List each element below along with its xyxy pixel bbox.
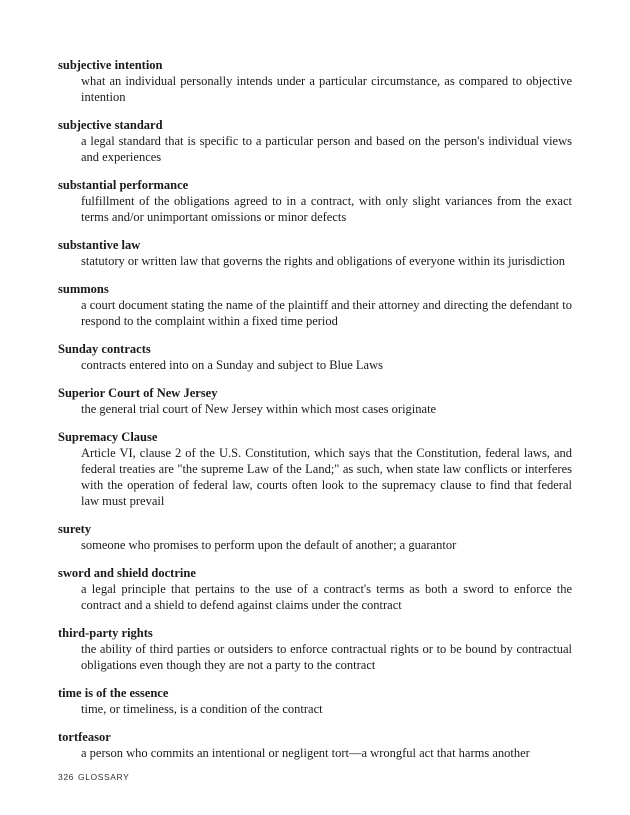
glossary-term: substantial performance <box>58 178 189 192</box>
glossary-entry <box>58 625 572 673</box>
glossary-definition: the ability of third parties or outsiders to enforce contractual rights or to be bound by contractual obligations even though they are not a party to the contract <box>81 642 572 672</box>
section-title: GLOSSARY <box>77 772 130 782</box>
glossary-term: summons <box>58 282 109 296</box>
glossary-term: subjective intention <box>58 58 163 72</box>
glossary-definition: a person who commits an intentional or negligent tort—a wrongful act that harms another <box>81 746 530 760</box>
glossary-definition: Article VI, clause 2 of the U.S. Constitution, which says that the Constitution, federal laws, and federal treaties are "the supreme Law of the Land;" as such, when state law conflicts or interferes with the operation of federal law, courts often look to the supremacy clause to find that federal law must prevail <box>81 446 572 508</box>
glossary-entry <box>58 341 572 373</box>
glossary-term: third-party rights <box>58 626 153 640</box>
glossary-definition: the general trial court of New Jersey within which most cases originate <box>81 402 437 416</box>
glossary-term: Sunday contracts <box>58 342 151 356</box>
glossary-entry <box>58 117 572 165</box>
glossary-definition: what an individual personally intends under a particular circumstance, as compared to objective intention <box>81 74 572 104</box>
glossary-term: Supremacy Clause <box>58 430 158 444</box>
glossary-definition: someone who promises to perform upon the default of another; a guarantor <box>81 538 457 552</box>
glossary-entry <box>58 685 572 717</box>
glossary-definition: statutory or written law that governs the rights and obligations of everyone within its jurisdiction <box>81 254 565 268</box>
glossary-term: substantive law <box>58 238 141 252</box>
glossary-definition: time, or timeliness, is a condition of the contract <box>81 702 323 716</box>
glossary-entry <box>58 729 572 761</box>
glossary-definition: fulfillment of the obligations agreed to in a contract, with only slight variances from the exact terms and/or unimportant omissions or minor defects <box>81 194 572 224</box>
glossary-term: Superior Court of New Jersey <box>58 386 218 400</box>
glossary-term: subjective standard <box>58 118 163 132</box>
glossary-entry <box>58 57 572 105</box>
glossary-term: tortfeasor <box>58 730 111 744</box>
glossary-entry <box>58 281 572 329</box>
glossary-list <box>58 57 572 773</box>
glossary-term: sword and shield doctrine <box>58 566 196 580</box>
glossary-entry <box>58 177 572 225</box>
page-number: 326 <box>58 772 74 782</box>
glossary-entry <box>58 237 572 269</box>
glossary-entry <box>58 565 572 613</box>
glossary-entry <box>58 429 572 509</box>
glossary-term: time is of the essence <box>58 686 169 700</box>
glossary-definition: contracts entered into on a Sunday and subject to Blue Laws <box>81 358 384 372</box>
page-footer <box>58 772 129 782</box>
glossary-definition: a court document stating the name of the plaintiff and their attorney and directing the defendant to respond to the complaint within a fixed time period <box>81 298 572 328</box>
glossary-definition: a legal principle that pertains to the use of a contract's terms as both a sword to enforce the contract and a shield to defend against claims under the contract <box>81 582 572 612</box>
glossary-definition: a legal standard that is specific to a particular person and based on the person's individual views and experiences <box>81 134 572 164</box>
glossary-entry <box>58 521 572 553</box>
glossary-term: surety <box>58 522 92 536</box>
glossary-entry <box>58 385 572 417</box>
